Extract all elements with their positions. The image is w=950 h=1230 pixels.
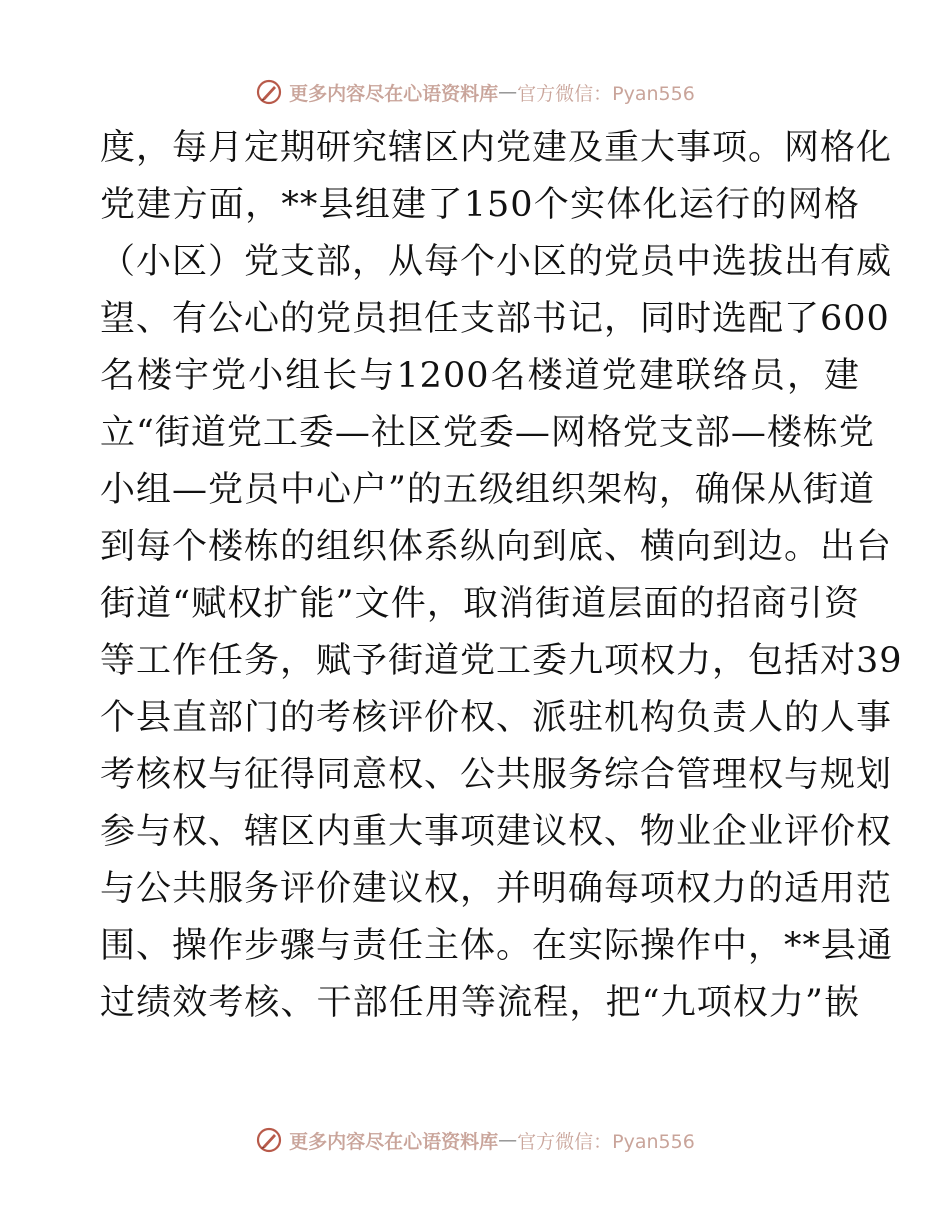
watermark-dash: —: [498, 81, 518, 103]
text-line: 小组—党员中心户”的五级组织架构，确保从街道: [100, 470, 875, 510]
footer-watermark: [0, 1120, 950, 1160]
text-line: 过绩效考核、干部任用等流程，把“九项权力”嵌: [100, 983, 860, 1023]
pen-logo-icon: [255, 1126, 283, 1154]
text-line: 到每个楼栋的组织体系纵向到底、横向到边。出台: [100, 527, 893, 567]
text-line: 立“街道党工委—社区党委—网格党支部—楼栋党: [100, 413, 875, 453]
watermark-text: 更多内容尽在心语资料库: [289, 82, 499, 105]
header-watermark: [0, 72, 950, 112]
text-line: 名楼宇党小组长与1200名楼道党建联络员，建: [100, 356, 860, 396]
pen-logo-icon: [255, 78, 283, 106]
watermark-wechat: 官方微信：Pyan556: [517, 82, 695, 105]
watermark-dash: —: [498, 1129, 518, 1151]
text-line: 党建方面，**县组建了150个实体化运行的网格: [100, 185, 860, 225]
text-line: 个县直部门的考核评价权、派驻机构负责人的人事: [100, 698, 893, 738]
text-line: 参与权、辖区内重大事项建议权、物业企业评价权: [100, 812, 893, 852]
watermark-text: 更多内容尽在心语资料库: [289, 1130, 499, 1153]
document-body: [100, 120, 903, 1032]
text-line: 等工作任务，赋予街道党工委九项权力，包括对39: [100, 641, 903, 681]
text-line: 度，每月定期研究辖区内党建及重大事项。网格化: [100, 128, 893, 168]
watermark-wechat: 官方微信：Pyan556: [517, 1130, 695, 1153]
text-line: （小区）党支部，从每个小区的党员中选拔出有威: [100, 242, 893, 282]
text-line: 街道“赋权扩能”文件，取消街道层面的招商引资: [100, 584, 860, 624]
text-line: 望、有公心的党员担任支部书记，同时选配了600: [100, 299, 890, 339]
text-line: 与公共服务评价建议权，并明确每项权力的适用范: [100, 869, 893, 909]
text-line: 考核权与征得同意权、公共服务综合管理权与规划: [100, 755, 893, 795]
text-line: 围、操作步骤与责任主体。在实际操作中，**县通: [100, 926, 894, 966]
